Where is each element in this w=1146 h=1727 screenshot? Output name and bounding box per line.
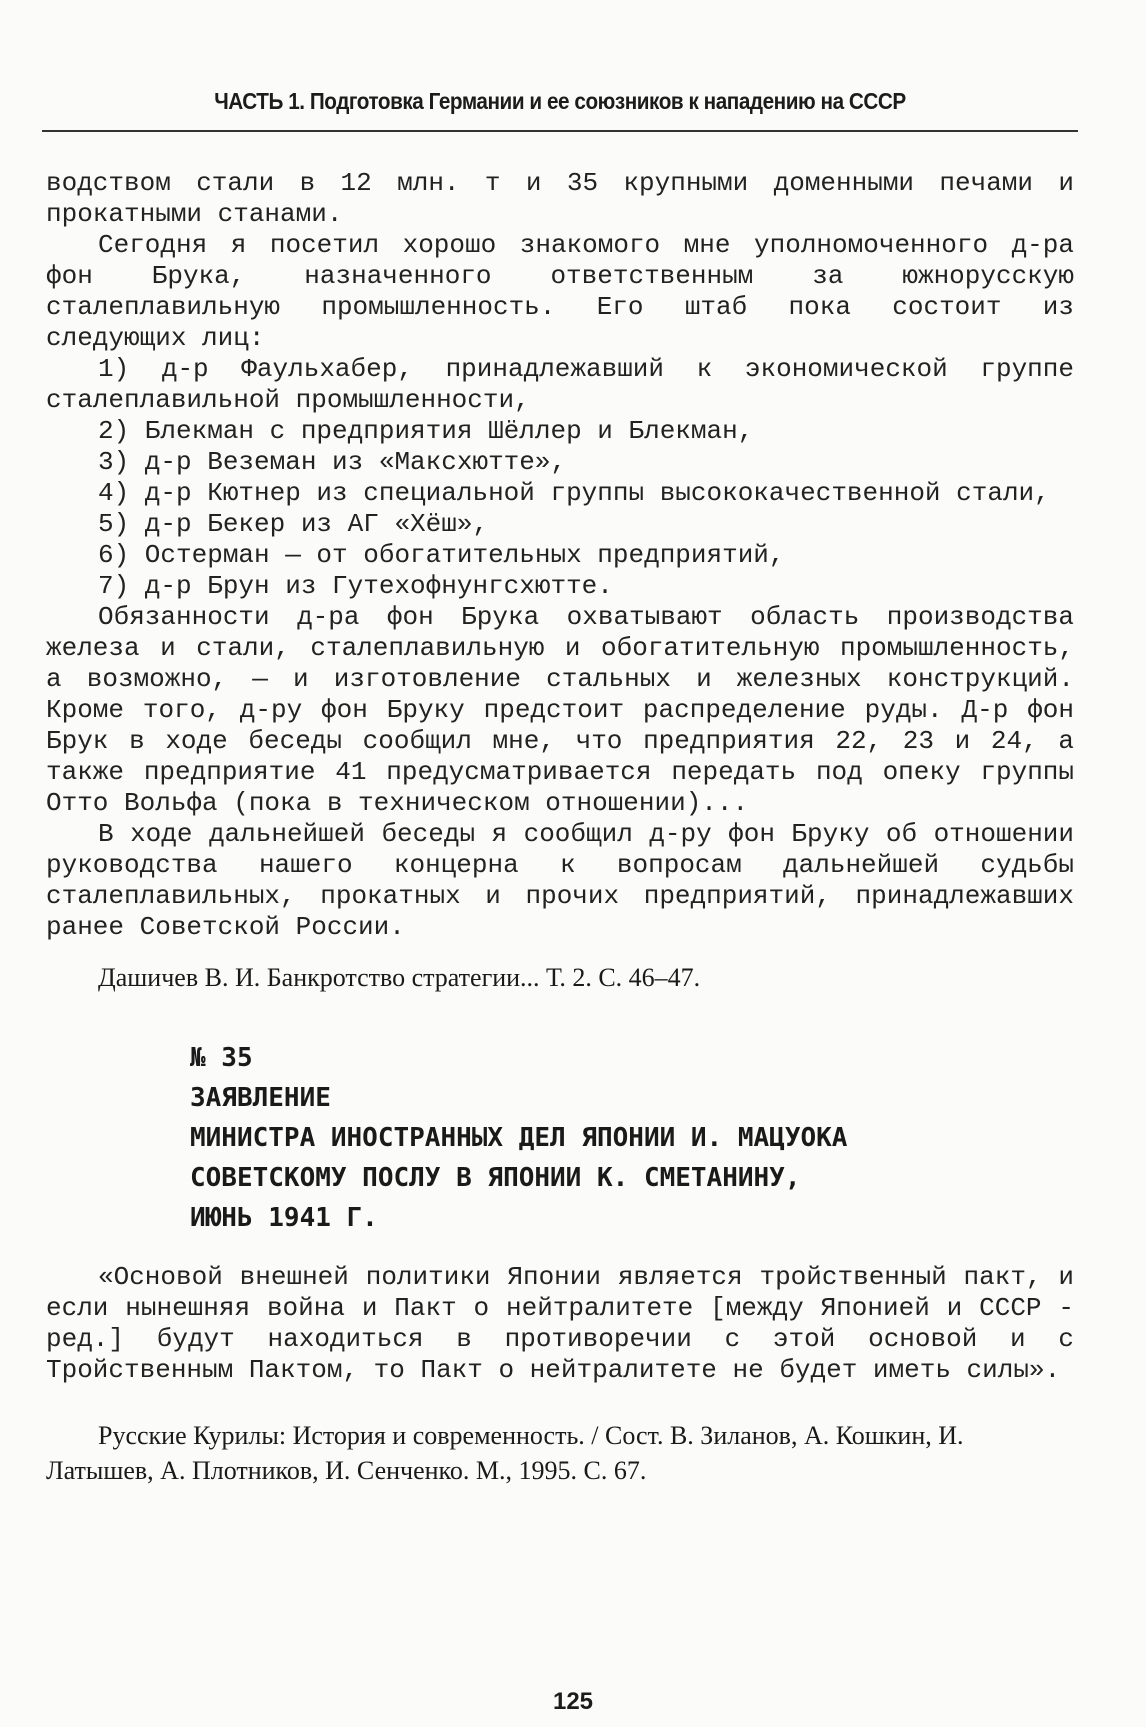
running-header: ЧАСТЬ 1. Подготовка Германии и ее союзников к нападению на СССР — [214, 88, 906, 114]
list-item: 6) Остерман — от обогатительных предприятий, — [98, 540, 785, 570]
document-title-line: МИНИСТРА ИНОСТРАННЫХ ДЕЛ ЯПОНИИ И. МАЦУОКА — [190, 1123, 848, 1153]
page-number: 125 — [552, 1688, 594, 1715]
list-item: 5) д-р Бекер из АГ «Хёш», — [98, 509, 489, 539]
body-text — [46, 168, 1074, 943]
paragraph: В ходе дальнейшей беседы я сообщил д-ру фон Бруку об отношении руководства нашего концерна к вопросам дальнейшей судьбы сталеплавильных, прокатных и прочих предприятий, принадлежавших ранее Советской России. — [46, 819, 1074, 942]
paragraph: Обязанности д-ра фон Брука охватывают область производства железа и стали, сталеплавильную и обогатительную промышленность, а возможно, — и изготовление стальных и железных конструкций. Кроме того, д-ру фон Бруку предстоит распределение руды. Д-р фон Брук в ходе беседы сообщил мне, что предприятия 22, 23 и 24, а также предприятие 41 предусматривается передать под опеку группы Отто Вольфа (пока в техническом отношении)... — [46, 602, 1074, 818]
paragraph: Сегодня я посетил хорошо знакомого мне уполномоченного д-ра фон Брука, назначенного ответственным за южнорусскую сталеплавильную промышленность. Его штаб пока состоит из следующих лиц: — [46, 230, 1074, 353]
document-title-line: ЗАЯВЛЕНИЕ — [190, 1083, 331, 1113]
list-item: 7) д-р Брун из Гутехофнунгсхютте. — [98, 571, 613, 601]
source-citation-2 — [46, 1418, 1076, 1488]
source-citation — [46, 960, 1076, 995]
document-title-line: ИЮНЬ 1941 Г. — [190, 1203, 378, 1233]
quote-text: «Основой внешней политики Японии является тройственный пакт, и если нынешняя война и Пакт о нейтралитете [между Японией и СССР - ред.] будут находиться в противоречии с этой основой и с Тройственным Пактом, то Пакт о нейтралитете не будет иметь силы». — [46, 1262, 1074, 1385]
list-item: 2) Блекман с предприятия Шёллер и Блекман, — [98, 416, 754, 446]
document-title-line: СОВЕТСКОМУ ПОСЛУ В ЯПОНИИ К. СМЕТАНИНУ, — [190, 1163, 801, 1193]
quote-block — [46, 1262, 1074, 1386]
list-item: 4) д-р Кютнер из специальной группы высококачественной стали, — [98, 478, 1050, 508]
document-heading — [190, 1038, 1010, 1238]
list-item: 1) д-р Фаульхабер, принадлежавший к экономической группе сталеплавильной промышленности, — [46, 354, 1074, 415]
list-item: 3) д-р Веземан из «Максхютте», — [98, 447, 567, 477]
citation-text: Русские Курилы: История и современность. / Сост. В. Зиланов, А. Кошкин, И. Латышев, А. Плотников, И. Сенченко. М., 1995. С. 67. — [46, 1421, 964, 1485]
citation-text: Дашичев В. И. Банкротство стратегии... Т. 2. С. 46–47. — [98, 963, 701, 992]
header-rule — [42, 130, 1078, 132]
paragraph: водством стали в 12 млн. т и 35 крупными доменными печами и прокатными станами. — [46, 168, 1074, 229]
document-number: № 35 — [190, 1043, 253, 1073]
